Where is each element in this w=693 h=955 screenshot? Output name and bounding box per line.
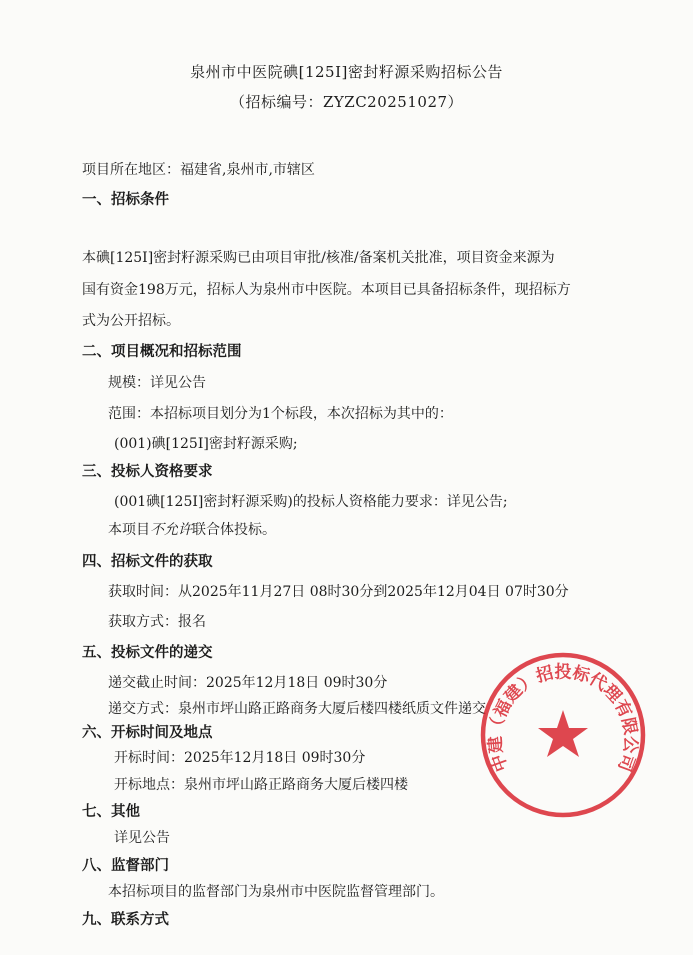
section-4-heading: 四、招标文件的获取: [82, 554, 213, 570]
company-seal: [478, 650, 648, 820]
section-5-method: 递交方式：泉州市坪山路正路商务大厦后楼四楼纸质文件递交: [108, 701, 486, 717]
document-title: 泉州市中医院碘[125I]密封籽源采购招标公告: [190, 63, 503, 81]
section-8-body: 本招标项目的监督部门为泉州市中医院监督管理部门。: [108, 884, 444, 900]
section-7-body: 详见公告: [114, 830, 170, 846]
section-5-deadline: 递交截止时间：2025年12月18日 09时30分: [108, 675, 388, 691]
section-6-place: 开标地点：泉州市坪山路正路商务大厦后楼四楼: [114, 777, 408, 793]
section-6-time: 开标时间：2025年12月18日 09时30分: [114, 750, 366, 766]
joint-bid-not-allowed: 不允许: [150, 522, 192, 538]
section-6-heading: 六、开标时间及地点: [82, 725, 213, 741]
section-3-joint-bid: [108, 520, 276, 540]
section-2-lot: (001)碘[125I]密封籽源采购;: [114, 436, 298, 452]
section-4-method: 获取方式：报名: [108, 614, 206, 630]
section-5-heading: 五、投标文件的递交: [82, 645, 213, 661]
section-1-line-3: 式为公开招标。: [82, 313, 180, 329]
section-8-heading: 八、监督部门: [82, 858, 169, 874]
joint-bid-prefix: 本项目: [108, 522, 150, 538]
joint-bid-suffix: 联合体投标。: [192, 522, 276, 538]
section-1-line-1: 本碘[125I]密封籽源采购已由项目审批/核准/备案机关批准，项目资金来源为: [82, 250, 555, 266]
seal-star-icon: [538, 710, 588, 757]
section-7-heading: 七、其他: [82, 804, 140, 820]
seal-text: 中建（福建）招投标代理有限公司: [485, 662, 641, 775]
section-4-time: 获取时间：从2025年11月27日 08时30分到2025年12月04日 07时30分: [108, 584, 569, 600]
section-2-scale: 规模：详见公告: [108, 375, 206, 391]
section-2-heading: 二、项目概况和招标范围: [82, 344, 242, 360]
section-1-line-2: 国有资金198万元，招标人为泉州市中医院。本项目已具备招标条件，现招标方: [82, 282, 571, 298]
section-3-heading: 三、投标人资格要求: [82, 464, 213, 480]
section-3-requirement: (001碘[125I]密封籽源采购)的投标人资格能力要求：详见公告;: [114, 494, 508, 510]
section-9-heading: 九、联系方式: [82, 912, 169, 928]
section-2-range: 范围：本招标项目划分为1个标段，本次招标为其中的：: [108, 406, 453, 422]
tender-number: （招标编号：ZYZC20251027）: [229, 93, 464, 111]
project-region: 项目所在地区：福建省,泉州市,市辖区: [82, 162, 315, 178]
section-1-heading: 一、招标条件: [82, 192, 169, 208]
